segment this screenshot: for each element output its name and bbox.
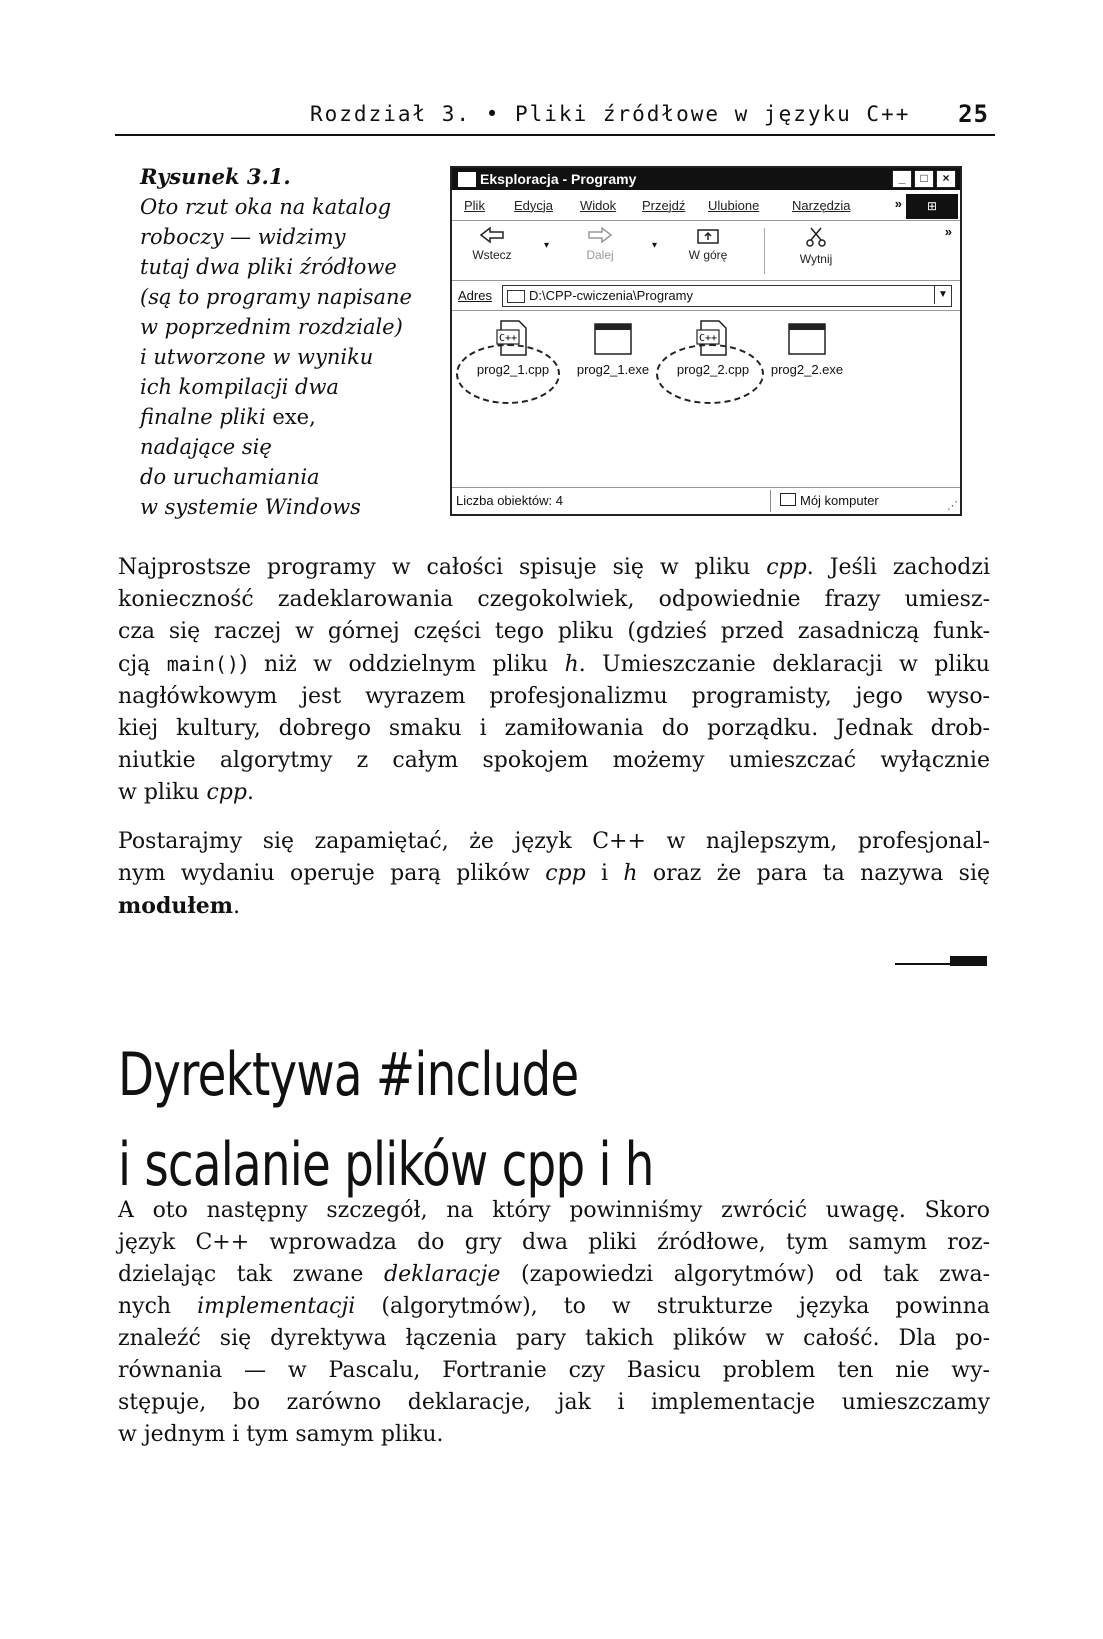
running-header [115, 98, 995, 136]
address-bar [452, 282, 960, 311]
address-label: Adres [458, 288, 492, 303]
menu-favorites[interactable]: Ulubione [708, 198, 760, 213]
text-line [118, 777, 990, 809]
exe-file-icon [787, 318, 827, 358]
menu-go[interactable]: Przejdź [642, 198, 686, 213]
text-line [118, 858, 990, 890]
back-button[interactable] [452, 226, 532, 262]
caption-line: roboczy — widzimy [140, 225, 346, 249]
text: Najprostsze programy w całości spisuje się w pliku [118, 555, 767, 580]
text-italic: h [623, 861, 638, 886]
end-mark-line [895, 963, 950, 965]
section-heading [118, 1030, 804, 1210]
back-arrow-icon [479, 226, 505, 244]
window-title: Eksploracja - Programy [480, 171, 637, 187]
exe-file-icon [593, 318, 633, 358]
text-line [118, 648, 990, 681]
file-name: prog2_2.exe [770, 362, 844, 377]
status-divider [770, 490, 771, 512]
dropdown-arrow-icon[interactable]: ▾ [652, 240, 658, 251]
text-line: znaleźć się dyrektywa łączenia pary takich plików w całość. Dla po- [118, 1326, 990, 1351]
menu-view[interactable]: Widok [580, 198, 617, 213]
text-line: stępuje, bo zarówno deklaracje, jak i implementacje umieszczamy [118, 1390, 990, 1415]
maximize-button[interactable]: □ [914, 170, 934, 188]
title-bar [452, 168, 960, 190]
paragraph-3 [118, 1195, 990, 1451]
text-line: niutkie algorytmy z całym spokojem możemy umieszczać wyłącznie [118, 748, 990, 773]
chevron-more-icon[interactable]: » [944, 224, 952, 239]
text: ) niż w oddzielnym pliku [238, 652, 565, 677]
text-line: A oto następny szczegół, na który powinniśmy zwrócić uwagę. Skoro [118, 1198, 990, 1223]
close-button[interactable]: × [936, 170, 956, 188]
heading-line: Dyrektywa #include [118, 1040, 579, 1110]
explorer-window [450, 166, 962, 516]
caption-line: ich kompilacji dwa [140, 375, 339, 399]
text-line: Postarajmy się zapamiętać, że język C++ w najlepszym, profesjonal- [118, 829, 990, 854]
minimize-button[interactable]: _ [892, 170, 912, 188]
window-controls [892, 170, 956, 188]
dropdown-arrow-icon[interactable]: ▾ [544, 240, 550, 251]
status-bar [452, 487, 960, 514]
code-text: main() [166, 652, 239, 676]
text: cją [118, 652, 167, 677]
caption-text: finalne pliki [140, 405, 266, 429]
up-button[interactable] [668, 226, 748, 262]
text: . [246, 780, 254, 805]
chevron-down-icon[interactable]: ▼ [934, 286, 951, 304]
text-italic: h [564, 652, 579, 677]
text: . [233, 894, 241, 919]
paragraph-1 [118, 552, 990, 809]
menu-edit[interactable]: Edycja [514, 198, 554, 213]
figure-caption [140, 162, 430, 522]
text-line: cza się raczej w górnej części tego pliku (gdzieś przed zasadniczą funk- [118, 619, 990, 644]
folder-icon [507, 290, 525, 303]
text: . Jeśli zachodzi [806, 555, 990, 580]
highlight-ring [456, 344, 560, 404]
menu-bar [452, 192, 960, 221]
text-line [118, 1259, 990, 1291]
address-value: D:\CPP-cwiczenia\Programy [529, 288, 693, 303]
menu-file[interactable]: Plik [464, 198, 485, 213]
section-end-mark [895, 956, 987, 966]
cut-label: Wytnij [799, 252, 833, 266]
heading-line: i scalanie plików cpp i h [118, 1130, 654, 1200]
windows-logo-icon: ⊞ [906, 194, 958, 219]
text: dzielając tak zwane [118, 1262, 384, 1287]
menu-tools[interactable]: Narzędzia [792, 198, 851, 213]
text-line: nagłówkowym jest wyrazem profesjonalizmu programisty, jego wyso- [118, 684, 990, 709]
cut-button[interactable] [776, 226, 856, 266]
caption-line: (są to programy napisane [140, 285, 412, 309]
text-line: kiej kultury, dobrego smaku i zamiłowania do porządku. Jednak drob- [118, 716, 990, 741]
forward-button[interactable] [560, 226, 640, 262]
caption-line: Oto rzut oka na katalog [140, 195, 392, 219]
text: (algorytmów), to w strukturze języka powinna [355, 1294, 990, 1319]
folder-icon [458, 172, 476, 187]
text-line [118, 552, 990, 584]
end-mark-block [950, 956, 987, 966]
computer-icon [780, 493, 796, 506]
caption-line: do uruchamiania [140, 465, 320, 489]
file-item[interactable] [558, 318, 668, 377]
text-line [118, 1291, 990, 1323]
file-name: prog2_1.cpp [476, 362, 550, 377]
folder-up-icon [695, 226, 721, 244]
scissors-icon [803, 226, 829, 248]
resize-grip-icon[interactable]: ⋰ [947, 500, 958, 512]
page-number: 25 [958, 100, 989, 128]
text-italic: cpp [206, 780, 247, 805]
text-italic: implementacji [197, 1294, 356, 1319]
file-name: prog2_2.cpp [676, 362, 750, 377]
status-count: Liczba obiektów: 4 [456, 493, 563, 508]
svg-text:C++: C++ [499, 333, 518, 344]
toolbar-separator [764, 228, 765, 274]
caption-line [140, 402, 430, 432]
text-italic: cpp [766, 555, 807, 580]
status-location [780, 493, 879, 508]
text: nych [118, 1294, 198, 1319]
caption-line: nadające się [140, 435, 272, 459]
text: nym wydaniu operuje parą plików [118, 861, 546, 886]
back-label: Wstecz [472, 248, 512, 262]
text-bold: modułem [118, 893, 234, 919]
text-line: równania — w Pascalu, Fortranie czy Basicu problem ten nie wy- [118, 1358, 990, 1383]
forward-label: Dalej [586, 248, 614, 262]
text: w pliku [118, 780, 207, 805]
text: . Umieszczanie deklaracji w pliku [578, 652, 990, 677]
forward-arrow-icon [587, 226, 613, 244]
paragraph-2 [118, 826, 990, 923]
highlight-ring [656, 344, 764, 404]
text-line [118, 890, 990, 923]
status-location-text: Mój komputer [800, 493, 879, 508]
chevron-more-icon[interactable]: » [894, 196, 902, 211]
text: (zapowiedzi algorytmów) od tak zwa- [500, 1262, 990, 1287]
caption-line: w poprzednim rozdziale) [140, 315, 403, 339]
file-list [452, 312, 960, 472]
caption-exe: exe, [272, 405, 316, 429]
text: i [585, 861, 624, 886]
text-line: język C++ wprowadza do gry dwa pliki źródłowe, tym samym roz- [118, 1230, 990, 1255]
text-italic: deklaracje [383, 1262, 501, 1287]
text-line: konieczność zadeklarowania czegokolwiek, odpowiednie frazy umiesz- [118, 587, 990, 612]
caption-line: tutaj dwa pliki źródłowe [140, 255, 397, 279]
up-label: W górę [688, 248, 728, 262]
toolbar [452, 222, 960, 281]
text-line: w jednym i tym samym pliku. [118, 1422, 444, 1447]
svg-text:C++: C++ [699, 333, 718, 344]
chapter-title: Rozdział 3. • Pliki źródłowe w języku C++ [310, 102, 911, 126]
file-name: prog2_1.exe [576, 362, 650, 377]
caption-line: w systemie Windows [140, 495, 361, 519]
caption-line: i utworzone w wyniku [140, 345, 374, 369]
file-item[interactable] [752, 318, 862, 377]
caption-title: Rysunek 3.1. [140, 164, 291, 189]
text-italic: cpp [545, 861, 586, 886]
address-field[interactable] [502, 285, 952, 307]
text: oraz że para ta nazywa się [637, 861, 991, 886]
